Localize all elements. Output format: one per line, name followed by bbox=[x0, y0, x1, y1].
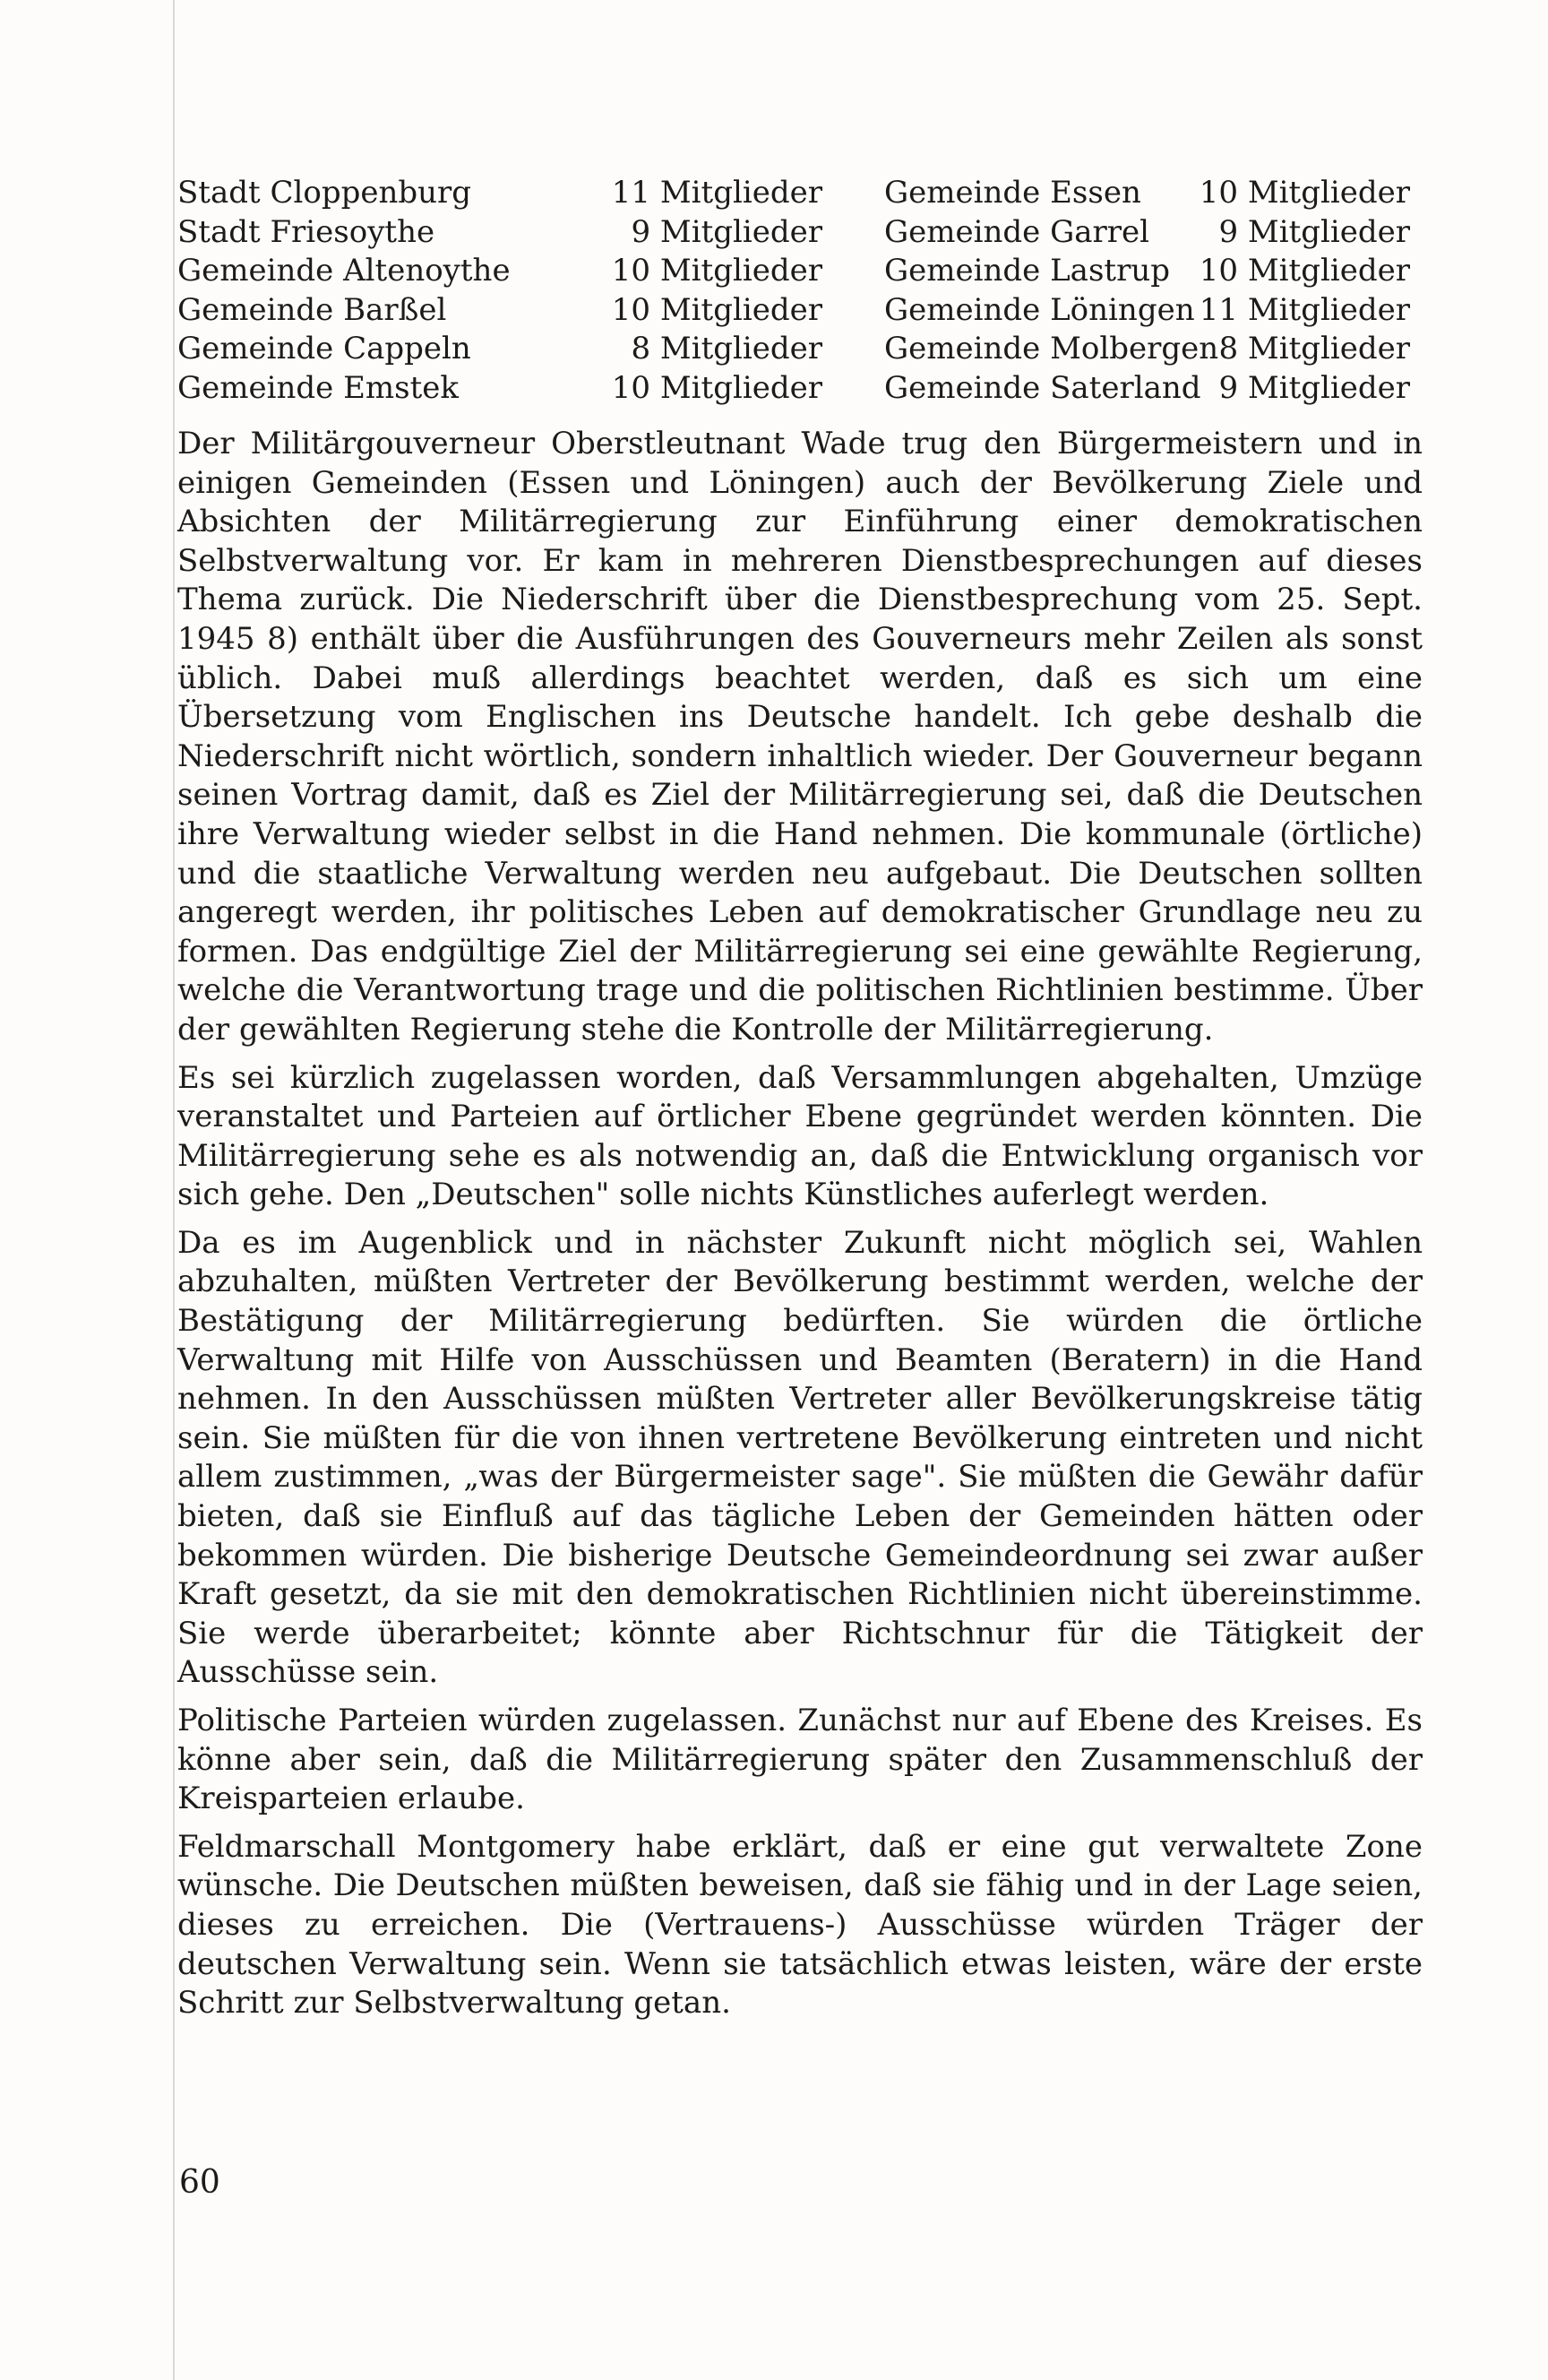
municipality-name: Gemeinde Lastrup bbox=[884, 253, 1170, 289]
paragraph: Politische Parteien würden zugelassen. Zunächst nur auf Ebene des Kreises. Es könne aber sein, daß die Militärregierung später den Zusammenschluß der Kreisparteien erlaube. bbox=[177, 1703, 1423, 1817]
member-count: 10 Mitglieder bbox=[1199, 175, 1410, 211]
municipality-name: Gemeinde Cappeln bbox=[177, 331, 471, 367]
table-row bbox=[177, 291, 1410, 331]
table-row bbox=[177, 369, 1410, 409]
member-count: 10 Mitglieder bbox=[611, 369, 822, 406]
municipality-name: Gemeinde Löningen bbox=[884, 291, 1195, 328]
member-count: 8 Mitglieder bbox=[1218, 331, 1410, 367]
scan-margin-line bbox=[173, 0, 175, 2380]
table-row bbox=[177, 252, 1410, 291]
paragraph: Es sei kürzlich zugelassen worden, daß Versammlungen abgehalten, Umzüge veranstaltet und Parteien auf örtlicher Ebene gegründet werden könnten. Die Militärregierung sehe es als notwendig an, daß die Entwicklung organisch vor sich gehe. Den „Deutschen" solle nichts Künstliches auferlegt werden. bbox=[177, 1059, 1423, 1213]
paragraph: Da es im Augenblick und in nächster Zukunft nicht möglich sei, Wahlen abzuhalten, müßten Vertreter der Bevölkerung bestimmt werden, welche der Bestätigung der Militärregierung bedürften. Sie würden die örtliche Verwaltung mit Hilfe von Ausschüssen und Beamten (Beratern) in die Hand nehmen. In den Ausschüssen müßten Vertreter aller Bevölkerungskreise tätig sein. Sie müßten für die von ihnen vertretene Bevölkerung eintreten und nicht allem zustimmen, „was der Bürgermeister sage". Sie müßten die Gewähr dafür bieten, daß sie Einfluß auf das tägliche Leben der Gemeinden hätten oder bekommen würden. Die bisherige Deutsche Gemeindeordnung sei zwar außer Kraft gesetzt, da sie mit den demokratischen Richtlinien nicht übereinstimme. Sie werde überarbeitet; könnte aber Richtschnur für die Tätigkeit der Ausschüsse sein. bbox=[177, 1224, 1423, 1691]
municipality-name: Stadt Friesoythe bbox=[177, 213, 435, 250]
table-row bbox=[177, 174, 1410, 213]
municipality-name: Stadt Cloppenburg bbox=[177, 175, 472, 211]
member-count: 10 Mitglieder bbox=[611, 291, 822, 328]
paragraph: Feldmarschall Montgomery habe erklärt, daß er eine gut verwaltete Zone wünsche. Die Deutschen müßten beweisen, daß sie fähig und in der Lage seien, dieses zu erreichen. Die (Vertrauens-) Ausschüsse würden Träger der deutschen Verwaltung sein. Wenn sie tatsächlich etwas leisten, wäre der erste Schritt zur Selbstverwaltung getan. bbox=[177, 1828, 1423, 2022]
municipality-name: Gemeinde Essen bbox=[884, 175, 1141, 211]
municipality-name: Gemeinde Garrel bbox=[884, 213, 1150, 250]
municipality-name: Gemeinde Molbergen bbox=[884, 331, 1219, 367]
member-count: 10 Mitglieder bbox=[1199, 253, 1410, 289]
municipality-name: Gemeinde Barßel bbox=[177, 291, 447, 328]
municipality-name: Gemeinde Emstek bbox=[177, 369, 460, 406]
table-row bbox=[177, 330, 1410, 369]
member-count: 9 Mitglieder bbox=[1218, 369, 1410, 406]
table-row bbox=[177, 213, 1410, 253]
member-count: 9 Mitglieder bbox=[1218, 213, 1410, 250]
municipality-name: Gemeinde Saterland bbox=[884, 369, 1201, 406]
body-text bbox=[177, 425, 1423, 2032]
member-count: 10 Mitglieder bbox=[611, 253, 822, 289]
committee-members-table bbox=[177, 174, 1410, 409]
page-number: 60 bbox=[179, 2164, 220, 2201]
member-count: 8 Mitglieder bbox=[631, 331, 822, 367]
municipality-name: Gemeinde Altenoythe bbox=[177, 253, 511, 289]
member-count: 9 Mitglieder bbox=[631, 213, 822, 250]
member-count: 11 Mitglieder bbox=[1199, 291, 1410, 328]
member-count: 11 Mitglieder bbox=[611, 175, 822, 211]
paragraph: Der Militärgouverneur Oberstleutnant Wade trug den Bürgermeistern und in einigen Gemeinden (Essen und Löningen) auch der Bevölkerung Ziele und Absichten der Militärregierung zur Einführung einer demokratischen Selbstverwaltung vor. Er kam in mehreren Dienstbesprechungen auf dieses Thema zurück. Die Niederschrift über die Dienstbesprechung vom 25. Sept. 1945 8) enthält über die Ausführungen des Gouverneurs mehr Zeilen als sonst üblich. Dabei muß allerdings beachtet werden, daß es sich um eine Übersetzung vom Englischen ins Deutsche handelt. Ich gebe deshalb die Niederschrift nicht wörtlich, sondern inhaltlich wieder. Der Gouverneur begann seinen Vortrag damit, daß es Ziel der Militärregierung sei, daß die Deutschen ihre Verwaltung wieder selbst in die Hand nehmen. Die kommunale (örtliche) und die staatliche Verwaltung werden neu aufgebaut. Die Deutschen sollten angeregt werden, ihr politisches Leben auf demokratischer Grundlage neu zu formen. Das endgültige Ziel der Militärregierung sei eine gewählte Regierung, welche die Verantwortung trage und die politischen Richtlinien bestimme. Über der gewählten Regierung stehe die Kontrolle der Militärregierung. bbox=[177, 426, 1423, 1048]
